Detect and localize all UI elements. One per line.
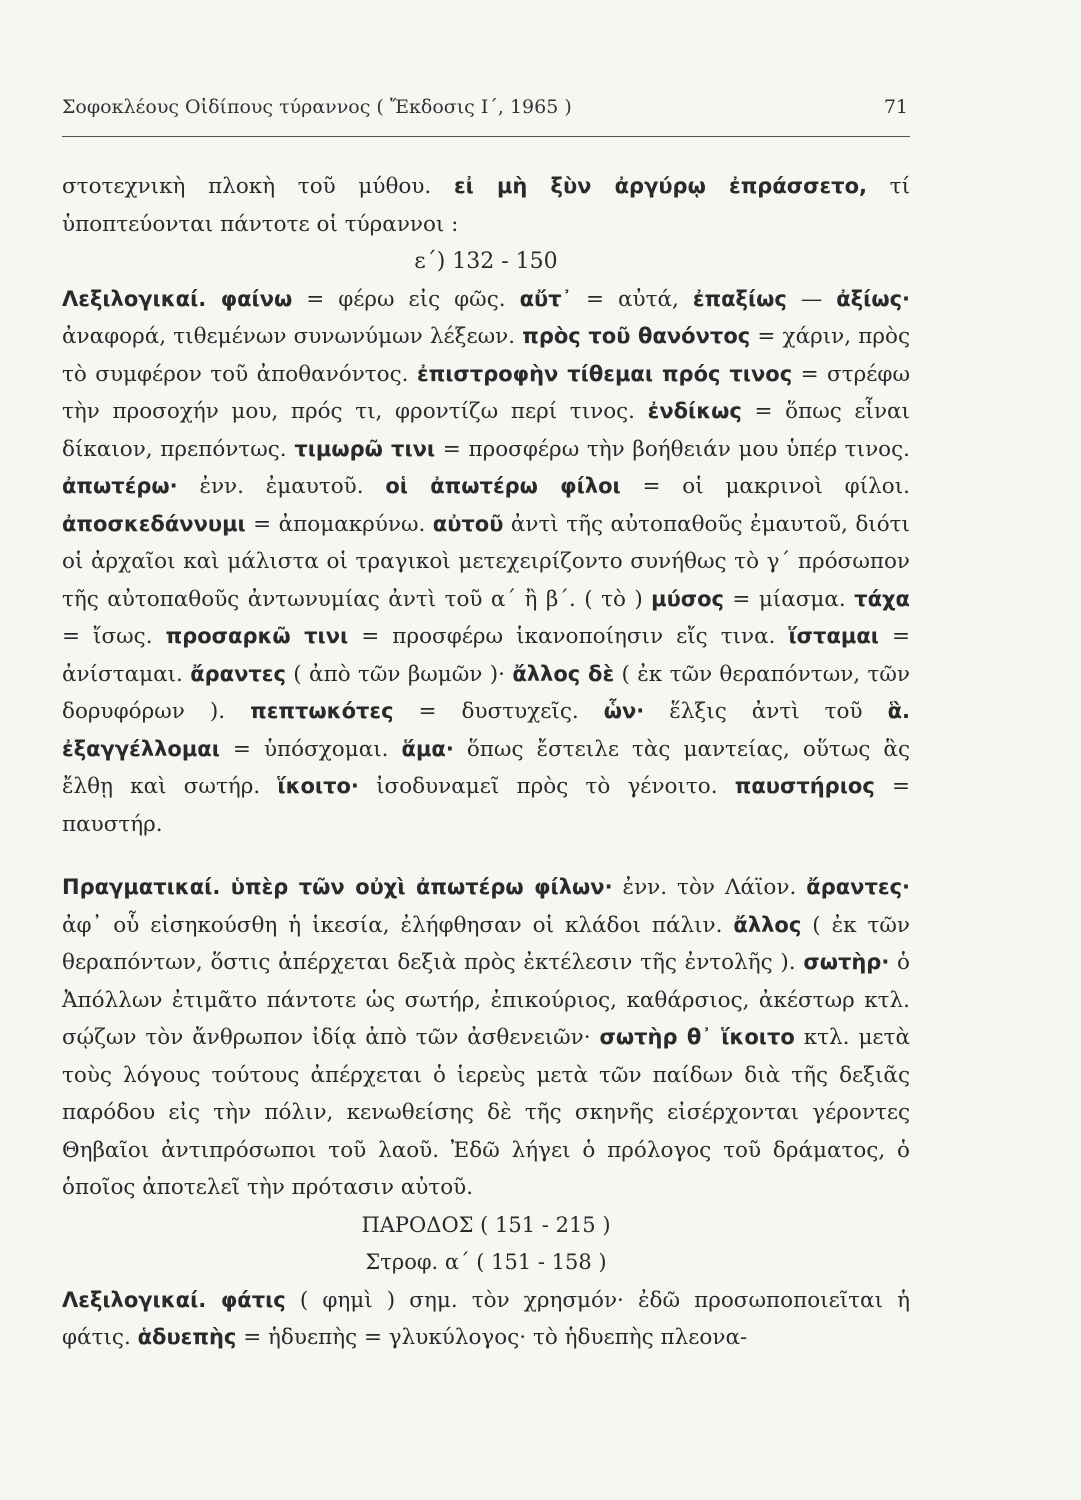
definition: ἀντὶ τῆς αὐτοπαθοῦς ἐμαυτοῦ, διότι οἱ ἀρχαῖοι καὶ μάλιστα οἱ τραγικοὶ μετεχειρίζοντο συνήθως τὸ γ΄ πρόσωπον τῆς αὐτοπαθοῦς ἀντωνυμίας ἀντὶ τοῦ α΄ ἢ β΄. ( τὸ ) [62,511,910,612]
running-header [62,96,908,118]
term: πεπτωκότες [250,699,394,723]
definition: = ὅπως εἶναι δίκαιον, πρεπόντως. [62,399,910,462]
definition: ὅπως ἔστειλε τὰς μαντείας, οὕτως ἃς ἔλθῃ καὶ σωτήρ. [62,736,910,799]
definition: ὁ Ἀπόλλων ἐτιμᾶτο πάντοτε ὡς σωτήρ, ἐπικούριος, καθάρσιος, ἀκέστωρ κτλ. σῴζων τὸν ἄνθρωπον ἰδίᾳ ἀπὸ τῶν ἀσθενειῶν· [62,950,910,1050]
definition: ἐνν. ἐμαυτοῦ. [177,474,386,499]
term: φάτις [220,1287,286,1312]
term: Πραγματικαί. [62,875,231,899]
definition: = προσφέρω τὴν βοήθειάν μου ὑπέρ τινος. [435,436,910,462]
lexical-paragraph-1 [62,281,910,844]
definition: = δυστυχεῖς. [393,699,604,724]
definition: = χάριν, πρὸς τὸ συμφέρον τοῦ ἀποθανόντος. [62,324,910,387]
definition: = αὐτά, [572,286,693,312]
term: παυστήριος [734,774,875,798]
definition: ἕλξις ἀντὶ τοῦ [644,699,888,724]
term: ἃ. ἐξαγγέλλομαι [62,699,910,761]
term: ἀξίως· [836,286,910,311]
term: Λεξιλογικαί. [62,1287,221,1312]
term: ἄραντες· [806,875,910,899]
term: οἱ ἀπωτέρω φίλοι [385,474,621,498]
strophe-heading: Στροφ. α΄ ( 151 - 158 ) [365,1250,607,1274]
term: ἄλλος δὲ [512,661,615,686]
term: ἐπαξίως [692,286,787,311]
term: τιμωρῶ τινι [294,436,436,461]
definition: ἀναφορά, τιθεμένων συνωνύμων λέξεων. [62,324,523,349]
definition: ( ἐκ τῶν θεραπόντων, τῶν δορυφόρων ). [62,661,910,724]
term: ἄλλος [733,912,802,937]
definition: = φέρω εἰς φῶς. [292,286,520,312]
term: σωτὴρ· [803,950,890,974]
term: τάχα [854,586,910,611]
term: ἐπιστροφὴν τίθεμαι πρός τινος [416,361,793,386]
definition: = ἴσως. [62,624,166,649]
page-number: 71 [883,96,908,118]
definition: = στρέφω τὴν προσοχήν μου, πρός τι, φροντίζω περί τινος. [62,361,910,424]
page-body [62,168,910,1357]
term: ἄραντες [190,661,286,686]
term: ἀποσκεδάννυμι [62,511,246,536]
term: ἵσταμαι [788,624,879,648]
definition: = προσφέρω ἱκανοποίησιν εἴς τινα. [348,624,789,649]
definition: ἰσοδυναμεῖ πρὸς τὸ γένοιτο. [358,774,735,799]
parodos-heading: ΠΑΡΟΔΟΣ ( 151 - 215 ) [361,1212,611,1237]
term: ἀπωτέρω· [62,474,178,498]
term: ὧν· [603,699,645,723]
definition: — [786,286,837,312]
spacer [62,843,910,869]
header-rule [62,136,910,137]
header-title: Σοφοκλέους Οἰδίπους τύραννος ( Ἔκδοσις Ι΄, 1965 ) [62,96,572,118]
definition: = ἡδυεπὴς = γλυκύλογος· τὸ ἡδυεπὴς πλεονα- [236,1325,748,1350]
term: ἅμα· [401,736,454,761]
term: προσαρκῶ τινι [165,624,349,648]
term: μύσος [651,586,724,611]
term: πρὸς τοῦ θανόντος [522,324,751,348]
definition: ( ἐκ τῶν θεραπόντων, ὅστις ἀπέρχεται δεξιὰ πρὸς ἐκτέλεσιν τῆς ἐντολῆς ). [62,912,910,975]
term: ὑπὲρ τῶν οὐχὶ ἀπωτέρω φίλων· [230,875,613,899]
definition: = οἱ μακρινοὶ φίλοι. [620,474,910,499]
term: Λεξιλογικαί. [62,286,221,311]
definition: = παυστήρ. [62,774,910,837]
lexical-paragraph-2 [62,1282,910,1357]
term: ἁδυεπὴς [137,1325,237,1349]
definition: ( φημὶ ) σημ. τὸν χρησμόν· ἐδῶ προσωποποιεῖται ἡ φάτις. [62,1287,910,1350]
term: ἐνδίκως [647,399,742,423]
term: φαίνω [220,286,293,311]
definition: ( ἀπὸ τῶν βωμῶν )· [285,661,513,687]
definition: ἐνν. τὸν Λάϊον. [612,875,807,900]
term: ἵκοιτο· [277,774,359,798]
definition: = μίασμα. [724,586,855,612]
definition: = ἀνίσταμαι. [62,624,910,687]
definition: = ὑπόσχομαι. [219,736,402,762]
intro-paragraph: στοτεχνικὴ πλοκὴ τοῦ μύθου. εἰ μὴ ξὺν ἀργύρῳ ἐπράσσετο, τί ὑποπτεύονται πάντοτε οἱ τύραννοι : [62,174,911,237]
definition: ἀφ᾽ οὗ εἰσηκούσθη ἡ ἱκεσία, ἐλήφθησαν οἱ κλάδοι πάλιν. [62,912,734,938]
pragmatic-paragraph [62,869,910,1207]
section-heading: ε΄) 132 - 150 [414,249,558,274]
term: σωτὴρ θ᾽ ἵκοιτο [599,1025,795,1049]
definition: = ἀπομακρύνω. [245,511,433,537]
term: αὐτοῦ [432,511,504,536]
term: αὔτ᾽ [519,286,573,311]
definition: κτλ. μετὰ τοὺς λόγους τούτους ἀπέρχεται ὁ ἱερεὺς μετὰ τῶν παίδων διὰ τῆς δεξιᾶς παρόδου εἰς τὴν πόλιν, κενωθείσης δὲ τῆς σκηνῆς εἰσέρχονται γέροντες Θηβαῖοι ἀντιπρόσωποι τοῦ λαοῦ. Ἐδῶ λήγει ὁ πρόλογος τοῦ δράματος, ὁ ὁποῖος ἀποτελεῖ τὴν πρότασιν αὐτοῦ. [62,1025,910,1200]
